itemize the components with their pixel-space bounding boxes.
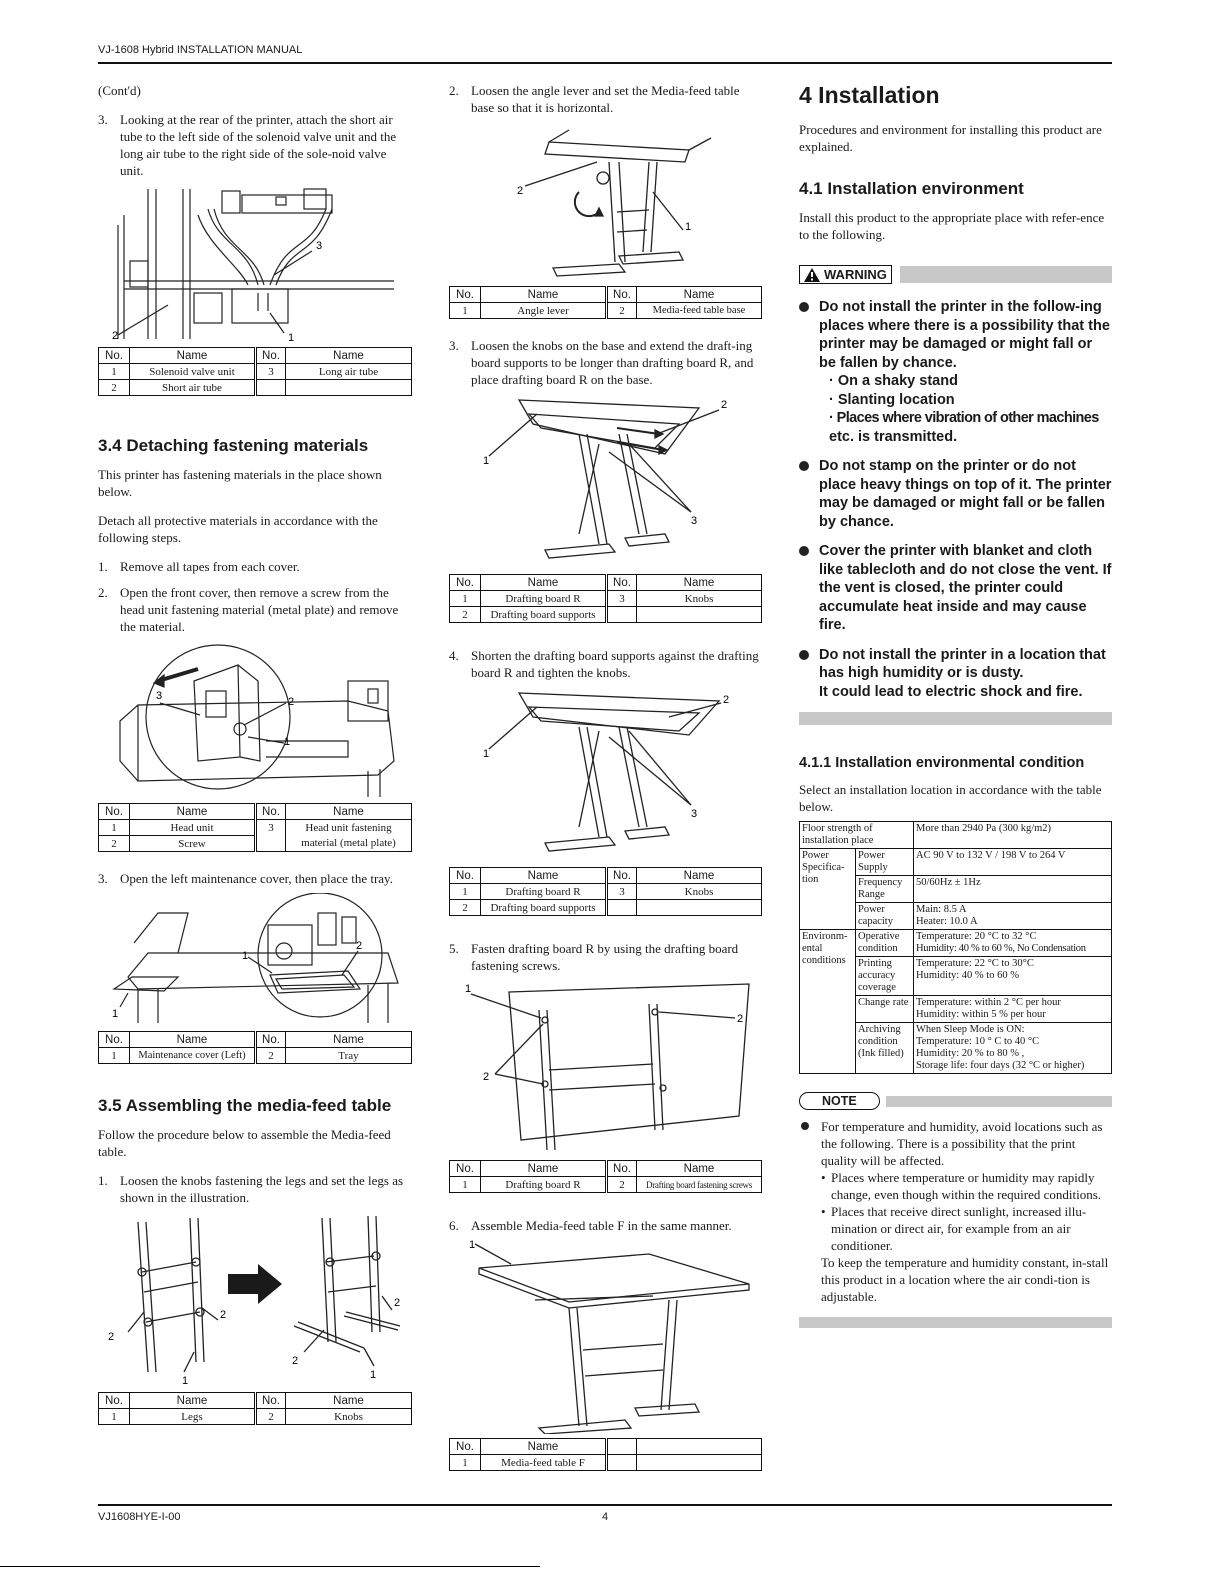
figure-drafting-board-place xyxy=(449,394,762,570)
footer-doc-code: VJ1608HYE-I-00 xyxy=(98,1511,181,1523)
chapter-4-title: 4 Installation xyxy=(799,82,940,108)
bottom-edge-line xyxy=(0,1566,540,1567)
note-end-bar xyxy=(799,1317,1112,1328)
col2-step-3: 3. Loosen the knobs on the base and extend the draft-ing board supports to be longer than drafting board R, and place drafting board R on the base. xyxy=(449,338,754,387)
svg-text:1: 1 xyxy=(465,983,472,995)
bullet-dot xyxy=(799,461,809,471)
section-3-5-title: 3.5 Assembling the media-feed table xyxy=(98,1096,392,1115)
svg-text:3: 3 xyxy=(156,690,163,702)
parts-table-head-unit: No. Name No. Name 1 Head unit 3 Head unit fastening 2 Screw material (metal plate) xyxy=(98,803,412,852)
note-bar xyxy=(799,1092,1112,1110)
footer-page-number: 4 xyxy=(602,1511,609,1523)
footer-rule xyxy=(98,1504,1112,1506)
svg-text:2: 2 xyxy=(220,1309,227,1321)
col2-step-5: 5. Fasten drafting board R by using the drafting board fastening screws. xyxy=(449,941,739,973)
running-header: VJ-1608 Hybrid INSTALLATION MANUAL xyxy=(98,44,303,56)
fig1-callout-3: 3 xyxy=(316,240,323,252)
col2-step-4: 4. Shorten the drafting board supports against the drafting board R and tighten the knobs. xyxy=(449,648,759,680)
parts-table-media-feed-f: No. Name 1 Media-feed table F xyxy=(449,1438,762,1471)
sec35-step-1: 1. Loosen the knobs fastening the legs and set the legs as shown in the illustration. xyxy=(98,1173,404,1205)
col2-step-6: 6. Assemble Media-feed table F in the same manner. xyxy=(449,1218,732,1233)
note-tail: To keep the temperature and humidity constant, in-stall this product in a location where the air condi-tion is adjustable. xyxy=(821,1255,1109,1304)
fig1-callout-1: 1 xyxy=(288,332,295,343)
svg-text:2: 2 xyxy=(721,399,728,411)
svg-text:2: 2 xyxy=(737,1013,744,1025)
section-4-1-title: 4.1 Installation environment xyxy=(799,179,1024,198)
svg-text:1: 1 xyxy=(242,950,249,962)
header-rule xyxy=(98,62,1112,64)
figure-fastening-screws xyxy=(449,980,762,1156)
figure-media-feed-table-f xyxy=(449,1240,762,1434)
warning-label: WARNING xyxy=(799,265,892,284)
figure-head-unit xyxy=(98,641,412,799)
warning-item-3: Cover the printer with blanket and cloth like tablecloth and do not close the vent. If the vent is closed, the printer could accumulate heat inside and may cause fire. xyxy=(799,542,1112,635)
parts-table-air-tube: No. Name No. Name 1 Solenoid valve unit 3 Long air tube 2 Short air tube xyxy=(98,347,412,396)
svg-text:1: 1 xyxy=(182,1375,189,1387)
environment-conditions-table: Floor strength of installation place More than 2940 Pa (300 kg/m2) Power Specifica-tion Power Supply AC 90 V to 132 V / 198 V to 264 V Frequency Range 50/60Hz ± 1Hz Power capacity Main: 8.5 A Heater: 10.0 A Environm-ental conditions Operative condition Temperature: 20 °C to 32 °C Humidity: 40 % to 60 %, No Condensation Printing accuracy coverage Temperature: 22 °C to 30°C Humidity: 40 % to 60 % Change rate Temperature: within 2 °C per hour Humidity: within 5 % per hour Archiving condition (Ink filled) When Sleep Mode is ON: Temperature: 10 ° C to 40 °C Humidity: 20 % to 80 % , Storage life: four days (32 °C or higher) xyxy=(799,821,1112,1074)
note-label: NOTE xyxy=(799,1092,880,1110)
sec34-step-2: 2. Open the front cover, then remove a screw from the head unit fastening material (metal plate) and remove the material. xyxy=(98,585,399,634)
bullet-dot xyxy=(799,546,809,556)
sec34-step-1: 1. Remove all tapes from each cover. xyxy=(98,559,300,574)
step-3-air-tube: 3. Looking at the rear of the printer, attach the short air tube to the left side of the solenoid valve unit and the long air tube to the right side of the sole-noid valve unit. xyxy=(98,112,397,178)
svg-text:2: 2 xyxy=(394,1297,401,1309)
section-3-4-title: 3.4 Detaching fastening materials xyxy=(98,436,369,455)
sec34-step-3: 3. Open the left maintenance cover, then place the tray. xyxy=(98,871,393,886)
warning-end-bar xyxy=(799,712,1112,725)
sec35-para-1: Follow the procedure below to assemble the Media-feed table. xyxy=(98,1127,391,1159)
sec41-para: Install this product to the appropriate place with refer-ence to the following. xyxy=(799,210,1105,242)
warning-bar-fill xyxy=(900,266,1112,283)
column-left xyxy=(98,82,412,1425)
svg-text:2: 2 xyxy=(483,1071,490,1083)
svg-text:3: 3 xyxy=(691,808,698,820)
figure-solenoid-valve xyxy=(98,185,412,343)
column-right xyxy=(799,82,1112,1328)
warning-item-4: Do not install the printer in a location that has high humidity or is dusty. It could lead to electric shock and fire. xyxy=(799,646,1112,702)
note-bar-fill xyxy=(886,1096,1112,1107)
bullet-dot xyxy=(799,302,809,312)
warning-item-2: Do not stamp on the printer or do not place heavy things on top of it. The printer may be damaged or might fall or be fallen by chance. xyxy=(799,457,1112,531)
svg-text:2: 2 xyxy=(723,694,730,706)
parts-table-legs: No. Name No. Name 1 Legs 2 Knobs xyxy=(98,1392,412,1425)
svg-text:1: 1 xyxy=(483,748,490,760)
sec411-para: Select an installation location in accordance with the table below. xyxy=(799,782,1102,814)
parts-table-drafting-board-2: No. Name No. Name 1 Drafting board R 3 Knobs 2 Drafting board supports xyxy=(449,867,762,916)
col2-step-2: 2. Loosen the angle lever and set the Media-feed table base so that it is horizontal. xyxy=(449,83,740,115)
svg-text:1: 1 xyxy=(469,1240,476,1251)
column-middle xyxy=(449,82,762,1471)
svg-text:2: 2 xyxy=(288,696,295,708)
svg-text:1: 1 xyxy=(284,736,291,748)
warning-triangle-icon xyxy=(804,268,820,282)
svg-text:1: 1 xyxy=(483,455,490,467)
svg-text:1: 1 xyxy=(370,1369,377,1381)
parts-table-drafting-board-1: No. Name No. Name 1 Drafting board R 3 Knobs 2 Drafting board supports xyxy=(449,574,762,623)
contd-label: (Cont'd) xyxy=(98,83,141,98)
svg-text:2: 2 xyxy=(292,1355,299,1367)
sec34-para-2: Detach all protective materials in accordance with the following steps. xyxy=(98,513,378,545)
parts-table-fastening: No. Name No. Name 1 Drafting board R 2 Drafting board fastening screws xyxy=(449,1160,762,1193)
figure-legs xyxy=(98,1212,412,1388)
section-4-1-1-title: 4.1.1 Installation environmental condition xyxy=(799,755,1085,771)
warning-bar xyxy=(799,265,1112,284)
svg-text:1: 1 xyxy=(685,221,692,233)
note-sub-2: • Places that receive direct sunlight, increased illu-mination or direct air, for example from an air conditioner. xyxy=(821,1204,1087,1253)
parts-table-angle-lever: No. Name No. Name 1 Angle lever 2 Media-feed table base xyxy=(449,286,762,319)
sec34-para-1: This printer has fastening materials in the place shown below. xyxy=(98,467,382,499)
svg-text:2: 2 xyxy=(108,1331,115,1343)
svg-text:2: 2 xyxy=(517,185,524,197)
fig1-callout-2: 2 xyxy=(112,330,119,342)
parts-table-maintenance: No. Name No. Name 1 Maintenance cover (Left) 2 Tray xyxy=(98,1031,412,1064)
figure-maintenance-cover xyxy=(98,893,412,1027)
svg-text:1: 1 xyxy=(112,1008,119,1020)
chapter-4-intro: Procedures and environment for installing this product are explained. xyxy=(799,122,1102,154)
bullet-dot xyxy=(799,650,809,660)
note-item-1: For temperature and humidity, avoid locations such as the following. There is a possibility that the print quality will be affected. xyxy=(799,1118,1112,1169)
svg-text:2: 2 xyxy=(356,940,363,952)
svg-text:3: 3 xyxy=(691,515,698,527)
figure-drafting-board-tighten xyxy=(449,687,762,863)
bullet-dot xyxy=(801,1122,809,1130)
note-sub-1: • Places where temperature or humidity may rapidly change, even though within the required conditions. xyxy=(821,1170,1102,1202)
figure-angle-lever xyxy=(449,122,762,282)
warning-item-1: Do not install the printer in the follow-ing places where there is a possibility that the printer may be damaged or might fall or be fallen by chance. · On a shaky stand · Slanting location · Places where vibration of other machines etc. is transmitted. xyxy=(799,298,1112,446)
